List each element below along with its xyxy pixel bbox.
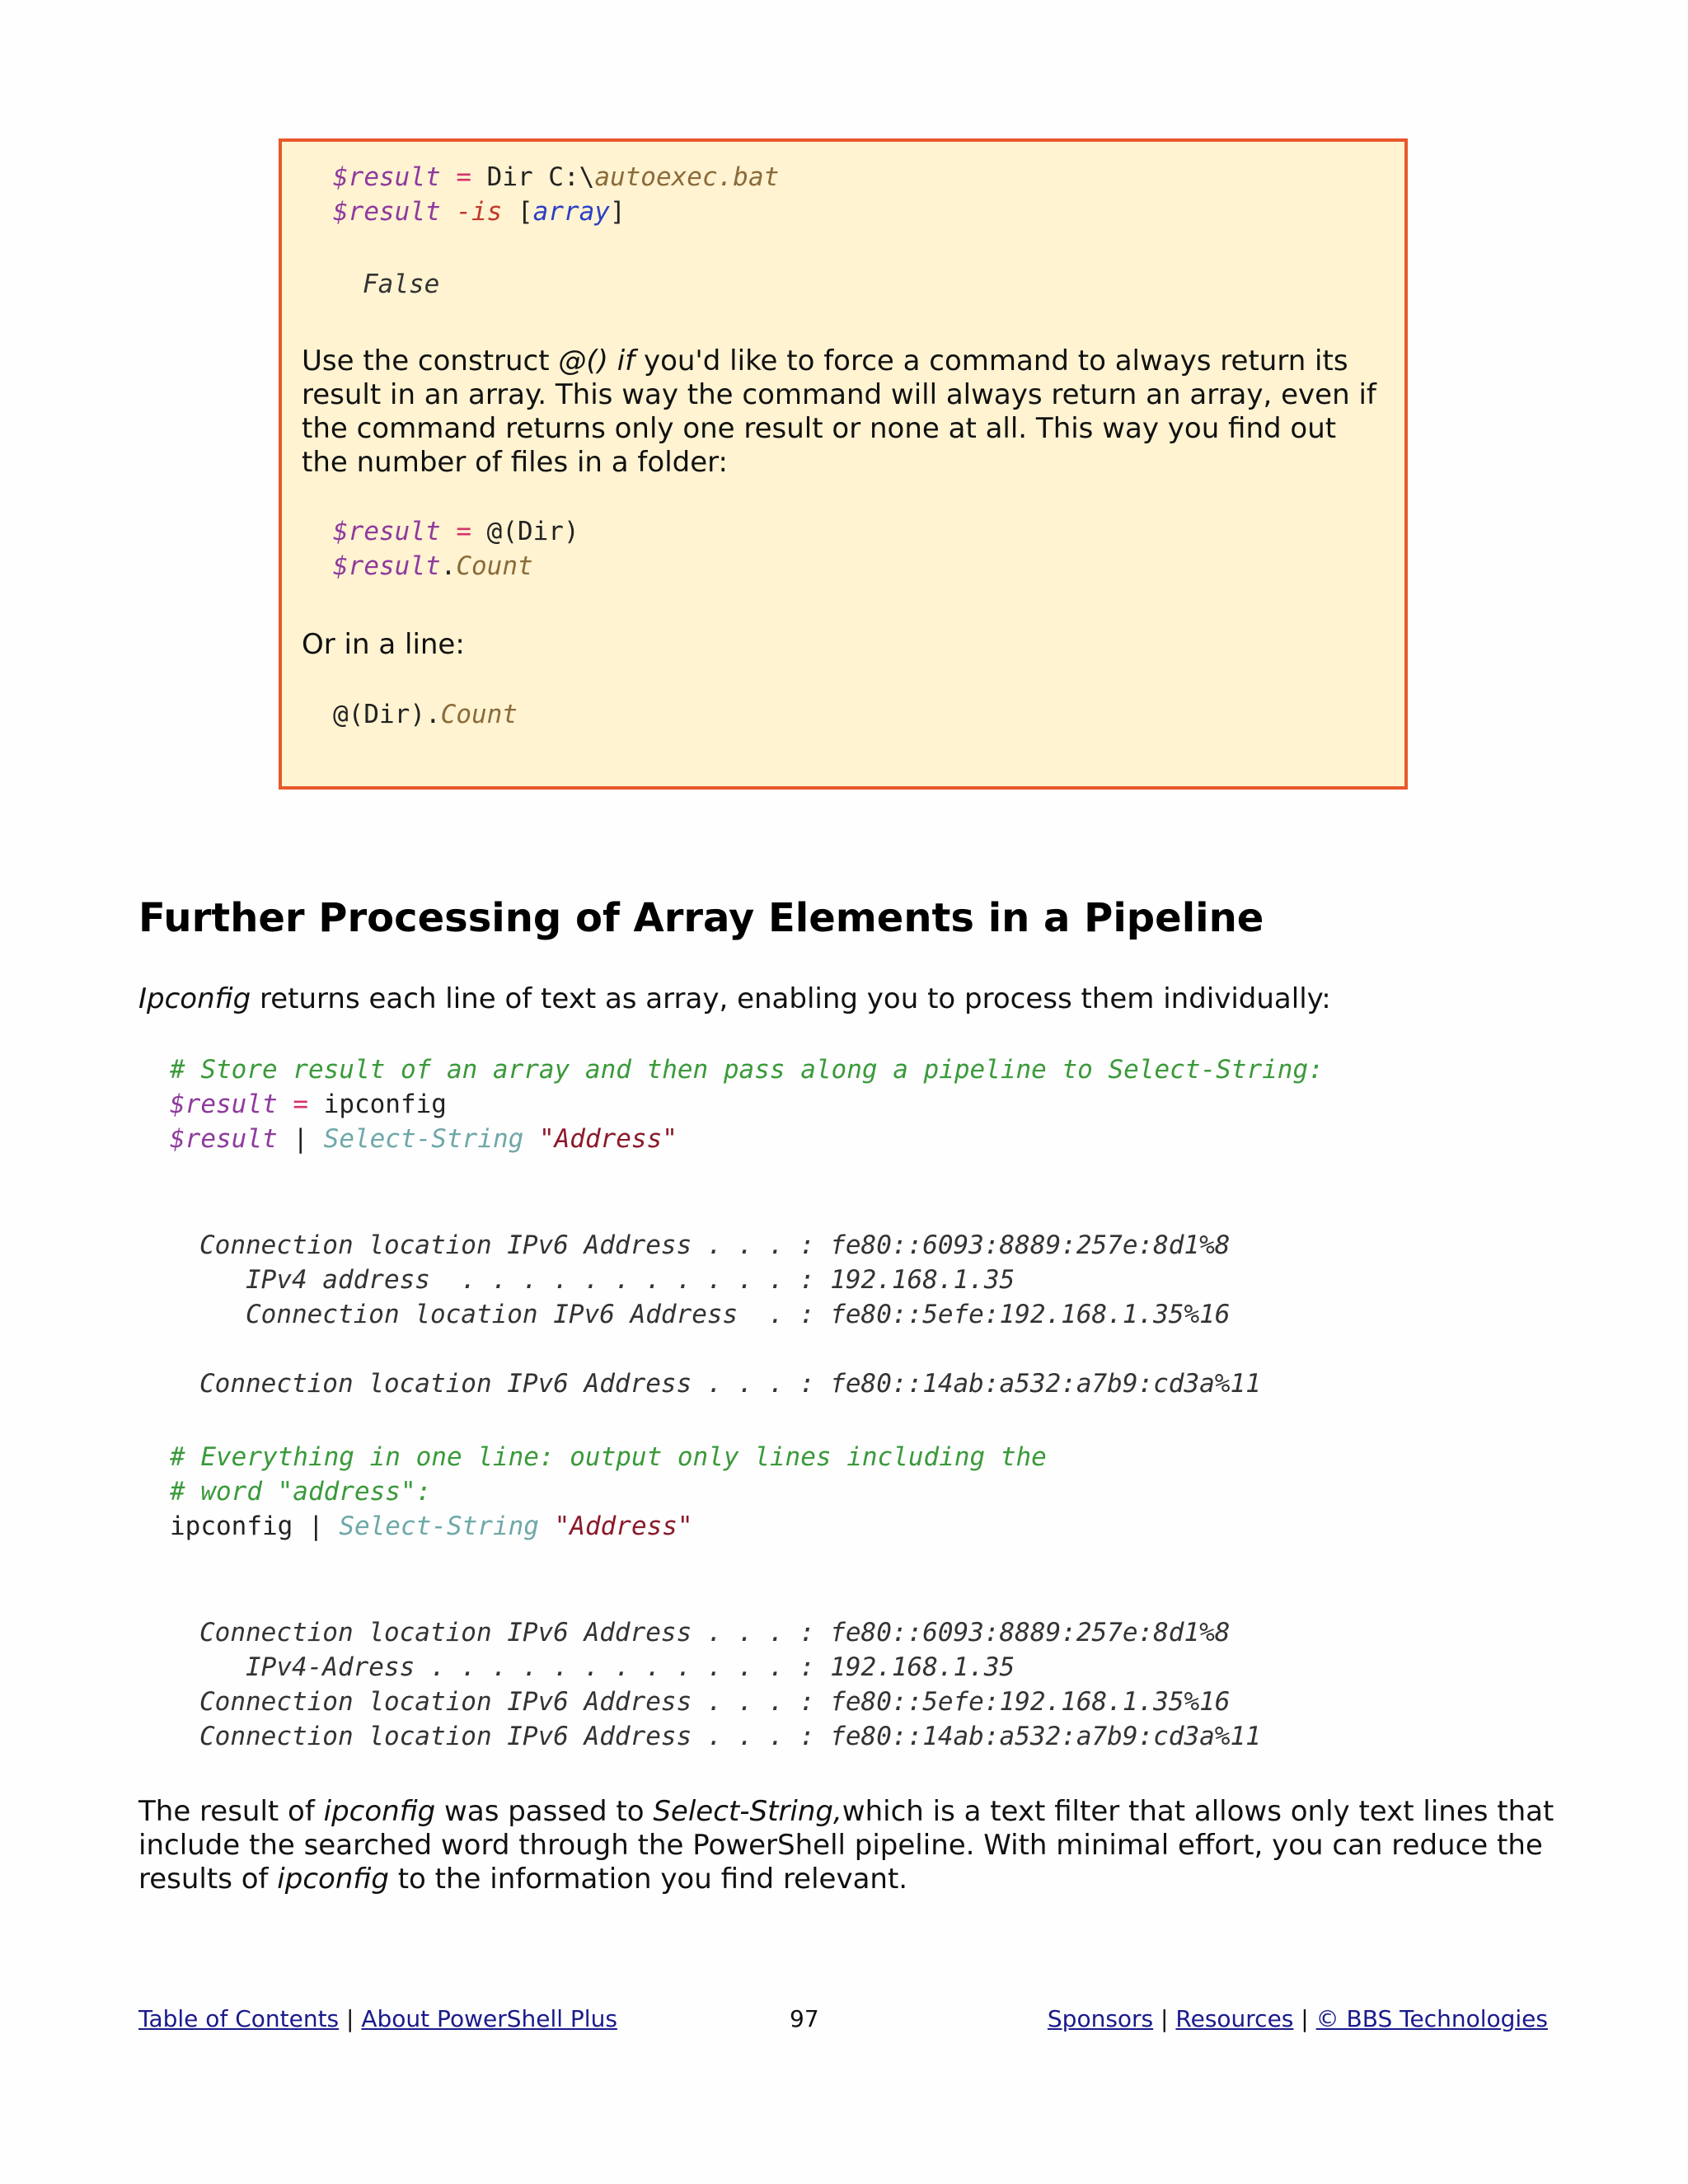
code-line [170,1087,447,1122]
code-text [539,1511,555,1541]
tip-box [279,138,1408,790]
code-cmdlet: Select-String [323,1124,524,1154]
code-text: . [440,551,457,581]
code-text: [ [517,197,533,227]
output-line: Connection location IPv6 Address . . . : fe80::14ab:a532:a7b9:cd3a%11 [199,1369,1261,1399]
text-run: you'd like to force a command to always return its result in an array. This way the command will always return an array, even if the command returns only one result or none at all. This way you find out the number of files in a folder: [302,344,1376,479]
code-variable: $result [170,1090,278,1119]
code-operator: = [440,517,487,546]
output-line: Connection location IPv6 Address . . . : fe80::5efe:192.168.1.35%16 [199,1687,1231,1717]
footer-separator: | [1293,2005,1316,2032]
code-text: Dir C:\ [486,162,595,192]
output-line: IPv4-Adress . . . . . . . . . . . . : 192.168.1.35 [199,1652,1015,1682]
code-line [170,1122,678,1156]
table-of-contents-link[interactable]: Table of Contents [138,2005,340,2032]
section-intro [138,982,1556,1016]
tip-code-line-1 [333,160,779,194]
text-emphasis: ipconfig [323,1795,436,1828]
tip-paragraph-2: Or in a line: [302,628,465,661]
footer-right-links [1048,2003,1548,2036]
tip-code-output: False [363,269,440,299]
code-string: "Address" [538,1124,678,1154]
code-text: ipconfig [323,1090,447,1119]
code-string: "Address" [554,1511,693,1541]
text-emphasis: Ipconfig [138,982,251,1015]
code-variable: $result [333,197,441,227]
code-text: ] [609,197,626,227]
code-text [523,1124,539,1154]
code-variable: $result [333,551,441,581]
tip-code-line-5 [333,697,518,732]
text-emphasis: @() [558,344,608,377]
code-keyword: -is [440,197,518,227]
tip-code-line-4 [333,549,533,583]
code-property: autoexec.bat [594,162,780,192]
closing-paragraph [138,1795,1556,1896]
code-text: ipconfig [170,1511,293,1541]
code-property: Count [440,700,518,729]
text-run: returns each line of text as array, enabling you to process them individually: [251,982,1331,1015]
code-pipe: | [277,1124,324,1154]
code-type: array [532,197,610,227]
text-emphasis: if [617,344,635,377]
output-line: Connection location IPv6 Address . . . : fe80::6093:8889:257e:8d1%8 [199,1618,1231,1647]
code-comment: # Store result of an array and then pass along a pipeline to Select-String: [170,1055,1324,1085]
footer-separator: | [1153,2005,1176,2032]
text-run: Use the construct [302,344,559,377]
about-powershell-plus-link[interactable]: About PowerShell Plus [361,2005,617,2032]
text-emphasis: ipconfig [277,1863,389,1896]
code-comment: # Everything in one line: output only lines including the [170,1442,1047,1472]
text-run: to the information you find relevant. [388,1863,908,1896]
code-line [170,1509,693,1544]
page-footer [0,2003,1688,2036]
text-run: The result of [138,1795,324,1828]
text-run [608,344,617,377]
tip-code-line-2 [333,194,626,229]
bbs-technologies-link[interactable]: © BBS Technologies [1315,2005,1548,2032]
page-number: 97 [790,2005,819,2032]
output-line: IPv4 address . . . . . . . . . . . : 192.168.1.35 [199,1265,1015,1295]
text-run: was passed to [435,1795,654,1828]
output-line: Connection location IPv6 Address . : fe80::5efe:192.168.1.35%16 [199,1300,1231,1329]
code-property: Count [456,551,533,581]
footer-separator: | [339,2005,362,2032]
code-cmdlet: Select-String [339,1511,539,1541]
code-text: @(Dir) [486,517,579,546]
text-emphasis: Select-String, [653,1795,842,1828]
output-line: Connection location IPv6 Address . . . : fe80::6093:8889:257e:8d1%8 [199,1230,1231,1260]
section-heading: Further Processing of Array Elements in a Pipeline [138,895,1264,941]
text-run: which is a text filter that allows only text lines that include the searched word through the PowerShell pipeline. With minimal effort, you can reduce the results of [138,1795,1554,1896]
code-text: @(Dir). [333,700,441,729]
sponsors-link[interactable]: Sponsors [1047,2005,1154,2032]
output-line: Connection location IPv6 Address . . . : fe80::14ab:a532:a7b9:cd3a%11 [199,1722,1261,1751]
footer-left-links [138,2003,617,2036]
code-comment: # word "address": [170,1477,432,1507]
tip-paragraph [302,344,1381,480]
code-pipe: | [293,1511,340,1541]
code-operator: = [440,162,487,192]
code-variable: $result [333,162,441,192]
tip-code-line-3 [333,514,579,549]
code-variable: $result [170,1124,278,1154]
code-operator: = [277,1090,324,1119]
code-variable: $result [333,517,441,546]
resources-link[interactable]: Resources [1175,2005,1294,2032]
